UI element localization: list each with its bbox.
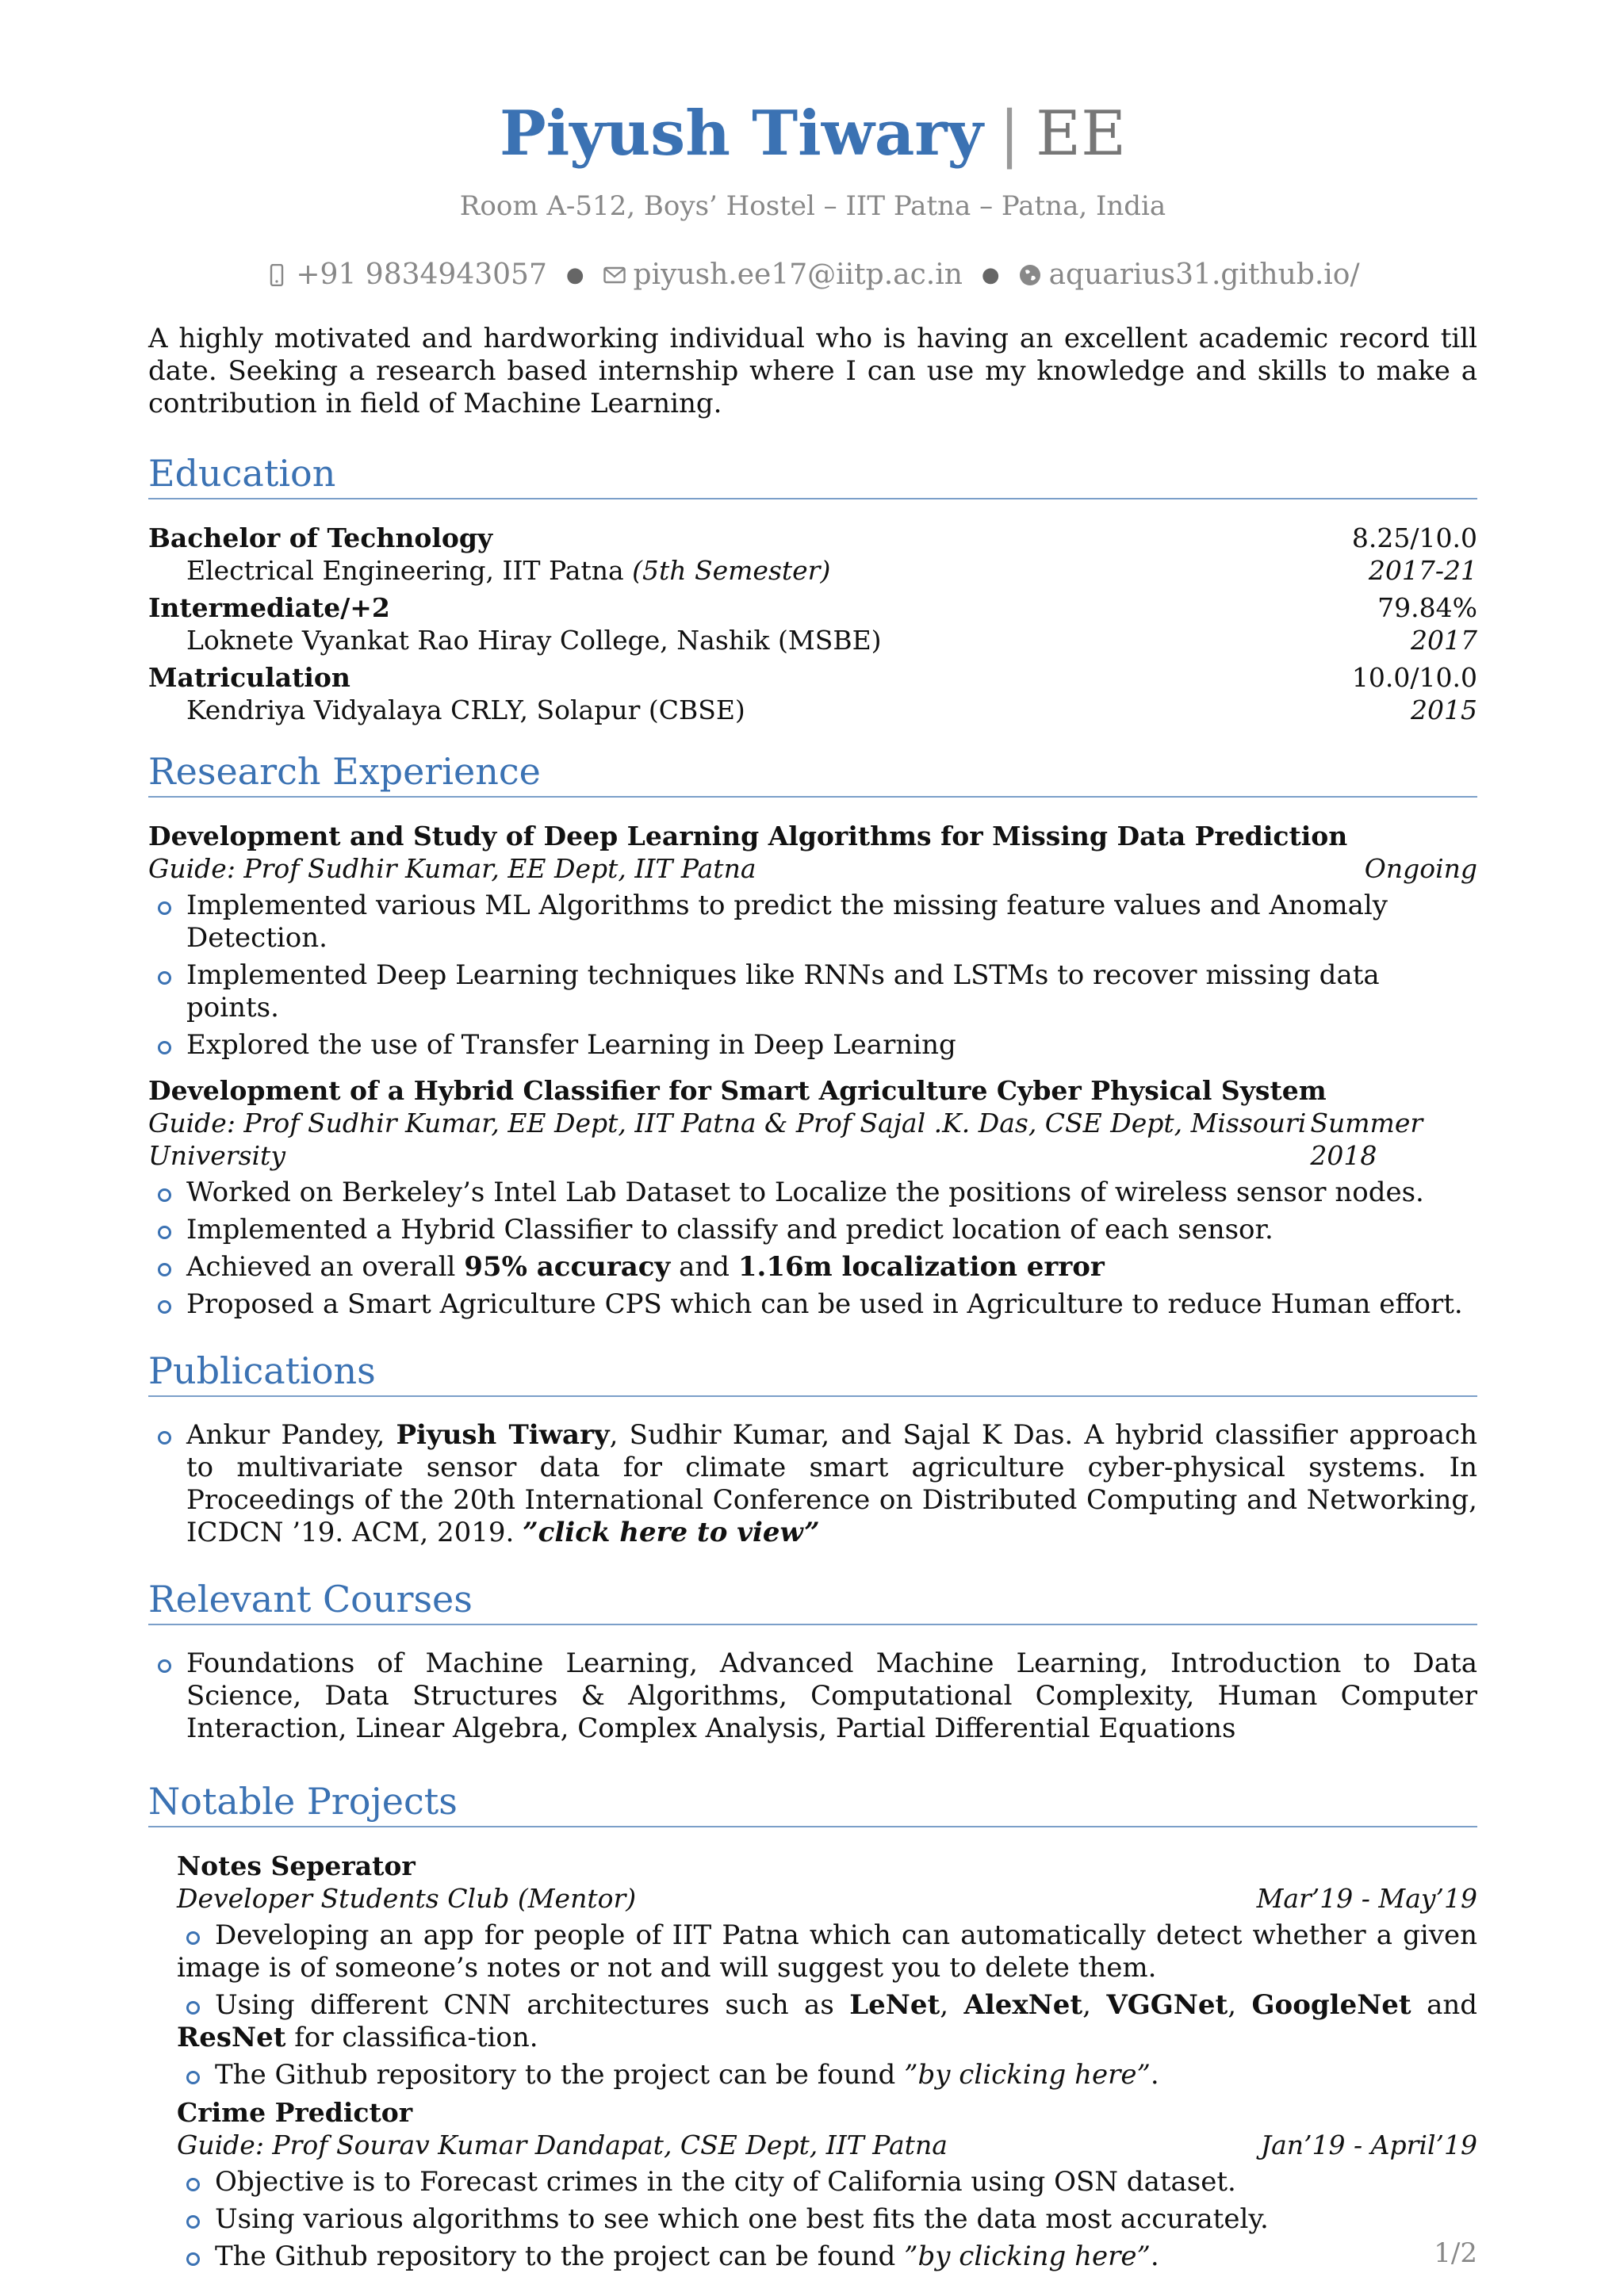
- project-bullets: [177, 1919, 1477, 2091]
- list-item: Worked on Berkeley’s Intel Lab Dataset to Localize the positions of wireless sensor nodes.: [148, 1177, 1477, 1209]
- year: 2017-21: [1368, 555, 1477, 586]
- institution-name: Loknete Vyankat Rao Hiray College, Nashik (MSBE): [186, 625, 882, 656]
- research-guide: Guide: Prof Sudhir Kumar, EE Dept, IIT Patna: [148, 853, 756, 884]
- degree-name: Intermediate/+2: [148, 592, 390, 623]
- phone-contact: [266, 258, 546, 291]
- globe-icon: [1019, 264, 1041, 286]
- header: [148, 0, 1477, 291]
- list-item: Using different CNN architectures such as LeNet, AlexNet, VGGNet, GoogleNet and ResNet for classifica-tion.: [177, 1989, 1478, 2053]
- courses-list: [148, 1647, 1477, 1745]
- list-item: Objective is to Forecast crimes in the city of California using OSN dataset.: [177, 2166, 1477, 2198]
- research-heading: Development of a Hybrid Classifier for Smart Agriculture Cyber Physical System: [148, 1075, 1327, 1106]
- publication-item: Ankur Pandey, Piyush Tiwary, Sudhir Kumar, and Sajal K Das. A hybrid classifier approach to multivariate sensor data for climate smart agriculture cyber-physical systems. In Proceedings of the 20th International Conference on Distributed Computing and Networking, ICDCN ’19. ACM, 2019. ”click here to view”: [148, 1419, 1477, 1549]
- research-period: Summer 2018: [1310, 1108, 1423, 1171]
- year: 2015: [1411, 695, 1477, 725]
- score: 79.84%: [1377, 592, 1477, 623]
- resume-content: [148, 0, 1477, 2278]
- list-item: Using various algorithms to see which one best fits the data most accurately.: [177, 2203, 1477, 2236]
- education-entry: [148, 661, 1477, 726]
- projects-section: [148, 1780, 1478, 2273]
- list-item: The Github repository to the project can be found ”by clicking here”.: [177, 2241, 1477, 2273]
- semester-note: (5th Semester): [632, 555, 831, 586]
- project-period: Mar’19 - May’19: [1256, 1883, 1477, 1914]
- education-section: [148, 452, 1477, 726]
- email-address[interactable]: piyush.ee17@iitp.ac.in: [633, 258, 963, 291]
- name-line: [148, 98, 1477, 170]
- list-item: Implemented various ML Algorithms to predict the missing feature values and Anomaly Detection.: [148, 890, 1477, 955]
- separator-dot: ●: [565, 262, 584, 287]
- publication-link[interactable]: ”click here to view”: [523, 1517, 820, 1548]
- section-title-research: Research Experience: [148, 753, 1477, 798]
- research-entry: [148, 1074, 1477, 1321]
- research-section: [148, 750, 1477, 1321]
- section-title-publications: Publications: [148, 1353, 1477, 1397]
- research-heading: Development and Study of Deep Learning Algorithms for Missing Data Prediction: [148, 821, 1348, 851]
- repo-link[interactable]: ”by clicking here”: [904, 2059, 1151, 2091]
- phone-icon: [266, 264, 288, 286]
- list-item: Implemented a Hybrid Classifier to classify and predict location of each sensor.: [148, 1214, 1477, 1246]
- score: 8.25/10.0: [1351, 522, 1477, 553]
- name-separator: |: [998, 98, 1021, 170]
- project-period: Jan’19 - April’19: [1260, 2130, 1477, 2160]
- department: EE: [1036, 98, 1127, 170]
- project-role: Developer Students Club (Mentor): [177, 1883, 637, 1914]
- degree-name: Bachelor of Technology: [148, 522, 493, 553]
- repo-link[interactable]: ”by clicking here”: [904, 2241, 1151, 2272]
- research-entry: [148, 820, 1477, 1062]
- website-link[interactable]: aquarius31.github.io/: [1048, 258, 1360, 291]
- list-item: Developing an app for people of IIT Patna which can automatically detect whether a given image is of someone’s notes or not and will suggest you to delete them.: [177, 1919, 1477, 1984]
- project-entry: [148, 2096, 1477, 2273]
- list-item: Achieved an overall 95% accuracy and 1.16m localization error: [148, 1251, 1477, 1284]
- publication-list: [148, 1419, 1477, 1549]
- research-guide: Guide: Prof Sudhir Kumar, EE Dept, IIT Patna & Prof Sajal .K. Das, CSE Dept, Missouri University: [148, 1108, 1307, 1171]
- candidate-name: Piyush Tiwary: [499, 98, 983, 170]
- website-contact[interactable]: [1019, 258, 1360, 291]
- list-item: The Github repository to the project can be found ”by clicking here”.: [177, 2059, 1477, 2091]
- section-title-courses: Relevant Courses: [148, 1581, 1477, 1625]
- separator-dot: ●: [981, 262, 1000, 287]
- research-bullets: [148, 1177, 1477, 1321]
- courses-section: [148, 1578, 1477, 1745]
- section-title-education: Education: [148, 455, 1477, 499]
- section-title-projects: Notable Projects: [148, 1783, 1477, 1827]
- degree-name: Matriculation: [148, 662, 350, 693]
- list-item: Proposed a Smart Agriculture CPS which can be used in Agriculture to reduce Human effort.: [148, 1288, 1477, 1321]
- project-role: Guide: Prof Sourav Kumar Dandapat, CSE Dept, IIT Patna: [177, 2130, 948, 2160]
- objective: A highly motivated and hardworking individual who is having an excellent academic record till date. Seeking a research based internship where I can use my knowledge and skills to make a contribution in field of Machine Learning.: [148, 323, 1477, 419]
- phone-number: +91 9834943057: [296, 258, 547, 291]
- project-name: Crime Predictor: [177, 2097, 413, 2128]
- list-item: Implemented Deep Learning techniques like RNNs and LSTMs to recover missing data points.: [148, 959, 1477, 1024]
- email-contact[interactable]: [603, 258, 963, 291]
- publications-section: [148, 1349, 1477, 1549]
- envelope-icon: [603, 264, 626, 286]
- year: 2017: [1411, 625, 1477, 656]
- project-bullets: [177, 2166, 1477, 2273]
- list-item: Explored the use of Transfer Learning in Deep Learning: [148, 1029, 1477, 1062]
- research-bullets: [148, 890, 1477, 1062]
- project-entry: [148, 1850, 1477, 2091]
- address: Room A-512, Boys’ Hostel – IIT Patna – Patna, India: [459, 190, 1166, 222]
- institution-name: Kendriya Vidyalaya CRLY, Solapur (CBSE): [186, 695, 745, 725]
- education-entry: [148, 522, 1477, 587]
- page-number: 1/2: [1434, 2237, 1477, 2269]
- project-name: Notes Seperator: [177, 1850, 416, 1881]
- courses-item: Foundations of Machine Learning, Advanced Machine Learning, Introduction to Data Science, Data Structures & Algorithms, Computational Complexity, Human Computer Interaction, Linear Algebra, Complex Analysis, Partial Differential Equations: [148, 1647, 1477, 1745]
- contact-line: [148, 258, 1477, 291]
- score: 10.0/10.0: [1351, 662, 1477, 693]
- institution-name: Electrical Engineering, IIT Patna: [186, 555, 624, 586]
- research-period: Ongoing: [1364, 853, 1477, 884]
- education-entry: [148, 591, 1477, 656]
